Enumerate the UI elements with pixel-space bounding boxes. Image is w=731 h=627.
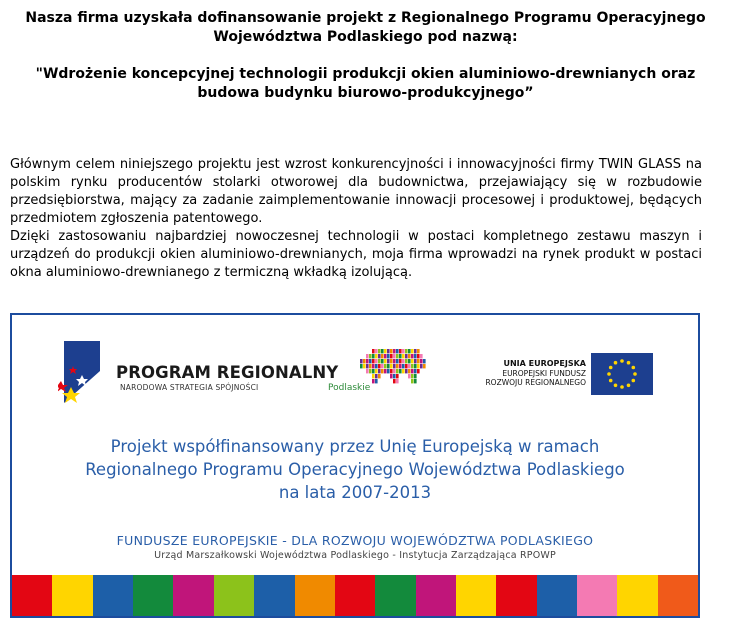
- project-title-line-1: "Wdrożenie koncepcyjnej technologii produkcji okien aluminiowo-drewnianych oraz: [35, 66, 696, 82]
- bison-mosaic-tile: [372, 374, 375, 378]
- color-strip-segment: [496, 575, 536, 616]
- bison-mosaic-tile: [417, 354, 420, 358]
- podlaskie-bison-logo-icon: [342, 345, 432, 405]
- bison-mosaic-tile: [411, 349, 414, 353]
- color-strip-segment: [295, 575, 335, 616]
- bison-mosaic-tile: [402, 354, 405, 358]
- funds-slogan: FUNDUSZE EUROPEJSKIE - DLA ROZWOJU WOJEWÓDZTWA PODLASKIEGO: [116, 533, 594, 548]
- bison-mosaic-tile: [396, 349, 399, 353]
- bison-mosaic-tile: [402, 369, 405, 373]
- bison-mosaic-tile: [414, 374, 417, 378]
- bison-mosaic-tile: [366, 354, 369, 358]
- bison-mosaic-tile: [378, 369, 381, 373]
- cofinancing-line-1: Projekt współfinansowany przez Unię Europejską w ramach: [110, 437, 600, 456]
- bison-mosaic-tile: [414, 369, 417, 373]
- bison-mosaic-tile: [399, 369, 402, 373]
- bison-mosaic-tile: [372, 369, 375, 373]
- bison-mosaic-tile: [405, 369, 408, 373]
- bison-mosaic-tile: [405, 354, 408, 358]
- bison-mosaic-tile: [384, 369, 387, 373]
- eu-star-icon: [632, 366, 636, 370]
- bison-mosaic-tile: [393, 349, 396, 353]
- color-strip-segment: [52, 575, 92, 616]
- eu-star-icon: [609, 379, 613, 383]
- bison-mosaic-tile: [390, 354, 393, 358]
- bison-mosaic-tile: [381, 349, 384, 353]
- region-label: Podlaskie: [328, 383, 371, 393]
- bison-mosaic-tile: [393, 374, 396, 378]
- bison-mosaic-tile: [387, 369, 390, 373]
- bison-mosaic-tile: [405, 359, 408, 363]
- managing-authority: Urząd Marszałkowski Województwa Podlaskiego - Instytucja Zarządzająca RPOWP: [154, 550, 556, 561]
- bison-mosaic-tile: [390, 364, 393, 368]
- color-strip-segment: [658, 575, 698, 616]
- bison-mosaic-tile: [366, 359, 369, 363]
- color-strip-segment: [375, 575, 415, 616]
- bison-mosaic-tile: [414, 364, 417, 368]
- bison-mosaic-tile: [408, 354, 411, 358]
- bison-mosaic-tile: [405, 349, 408, 353]
- bison-mosaic-tile: [417, 369, 420, 373]
- bison-mosaic-tile: [378, 354, 381, 358]
- bison-mosaic-tile: [378, 374, 381, 378]
- bison-mosaic-tile: [372, 359, 375, 363]
- bison-mosaic-tile: [411, 359, 414, 363]
- bison-mosaic-tile: [420, 354, 423, 358]
- bison-mosaic-tile: [411, 354, 414, 358]
- bison-mosaic-tile: [402, 364, 405, 368]
- bison-mosaic-tile: [363, 364, 366, 368]
- bison-mosaic-tile: [378, 364, 381, 368]
- project-title-line-2: budowa budynku biurowo-produkcyjnego”: [197, 85, 534, 101]
- bison-mosaic-tile: [405, 364, 408, 368]
- bison-mosaic-tile: [411, 379, 414, 383]
- cofinancing-line-2: Regionalnego Programu Operacyjnego Województwa Podlaskiego: [85, 460, 625, 479]
- bison-mosaic-tile: [372, 349, 375, 353]
- bison-mosaic-tile: [423, 359, 426, 363]
- eu-star-icon: [607, 372, 611, 376]
- color-strip-segment: [416, 575, 456, 616]
- bison-mosaic-tile: [369, 369, 372, 373]
- color-strip-segment: [537, 575, 577, 616]
- bison-mosaic-tile: [390, 359, 393, 363]
- bison-mosaic-tile: [408, 364, 411, 368]
- bison-mosaic-tile: [375, 379, 378, 383]
- bison-mosaic-tile: [375, 349, 378, 353]
- bison-mosaic-tile: [411, 369, 414, 373]
- bison-mosaic-tile: [360, 364, 363, 368]
- bison-mosaic-tile: [381, 369, 384, 373]
- bison-mosaic-tile: [372, 379, 375, 383]
- bison-mosaic-tile: [399, 349, 402, 353]
- eu-line-2: EUROPEJSKI FUNDUSZ: [502, 368, 586, 378]
- cofinancing-statement: [12, 435, 698, 504]
- color-strip-segment: [254, 575, 294, 616]
- color-strip-segment: [577, 575, 617, 616]
- eu-flag-icon: [591, 353, 653, 395]
- bison-mosaic-tile: [417, 359, 420, 363]
- description-paragraph-2: Dzięki zastosowaniu najbardziej nowoczesnej technologii w postaci kompletnego zestawu maszyn i urządzeń do produkcji okien aluminiowo-drewnianych, moja firma wprowadzi na rynek produkt w postaci okna aluminiowo-drewnianego z termiczną wkładką izolującą.: [10, 229, 702, 280]
- bison-mosaic-tile: [402, 349, 405, 353]
- bison-mosaic-tile: [396, 369, 399, 373]
- color-strip-segment: [456, 575, 496, 616]
- color-strip-segment: [12, 575, 52, 616]
- bison-mosaic-tile: [417, 364, 420, 368]
- bison-mosaic-tile: [393, 369, 396, 373]
- eu-line-3: ROZWOJU REGIONALNEGO: [485, 378, 586, 387]
- bison-mosaic-tile: [399, 364, 402, 368]
- bison-mosaic-tile: [423, 364, 426, 368]
- color-strip-segment: [335, 575, 375, 616]
- bison-mosaic-tile: [378, 359, 381, 363]
- bison-mosaic-tile: [369, 359, 372, 363]
- eu-star-icon: [633, 372, 637, 376]
- bison-mosaic-tile: [375, 354, 378, 358]
- bison-mosaic-tile: [384, 364, 387, 368]
- color-strip-segment: [173, 575, 213, 616]
- program-title: PROGRAM REGIONALNY: [116, 363, 339, 382]
- project-title: [0, 65, 731, 103]
- eu-star-icon: [632, 379, 636, 383]
- eu-line-1: UNIA EUROPEJSKA: [503, 359, 586, 368]
- bison-mosaic-tile: [396, 374, 399, 378]
- cofinancing-line-3: na lata 2007-2013: [278, 483, 432, 502]
- description-paragraph-1: Głównym celem niniejszego projektu jest wzrost konkurencyjności i innowacyjności firmy TWIN GLASS na polskim rynku producentów stolarki otworowej dla budownictwa, przejawiający się w rozbudowie przedsiębiorstwa, mający za zadanie zaimplementowanie innowacji procesowej i produktowej, będących przedmiotem zgłoszenia patentowego.: [10, 157, 702, 226]
- bison-mosaic-tile: [408, 369, 411, 373]
- eu-star-icon: [627, 361, 631, 365]
- bison-mosaic-tile: [381, 364, 384, 368]
- bison-mosaic-tile: [408, 349, 411, 353]
- program-regionalny-logo-icon: [58, 341, 108, 407]
- color-strip-segment: [617, 575, 657, 616]
- bison-mosaic-tile: [387, 349, 390, 353]
- heading-line-1: Nasza firma uzyskała dofinansowanie projekt z Regionalnego Programu Operacyjnego: [25, 10, 706, 26]
- bison-mosaic-tile: [393, 364, 396, 368]
- bison-mosaic-tile: [399, 354, 402, 358]
- bison-mosaic-tile: [390, 349, 393, 353]
- bison-mosaic-tile: [375, 369, 378, 373]
- bison-mosaic-tile: [396, 364, 399, 368]
- bison-mosaic-tile: [417, 349, 420, 353]
- bison-mosaic-tile: [372, 364, 375, 368]
- bison-mosaic-tile: [381, 354, 384, 358]
- bison-mosaic-tile: [411, 374, 414, 378]
- bison-mosaic-tile: [408, 359, 411, 363]
- bison-mosaic-tile: [375, 359, 378, 363]
- bison-mosaic-tile: [363, 359, 366, 363]
- bison-mosaic-tile: [396, 354, 399, 358]
- eu-funding-banner: [10, 313, 700, 618]
- bison-mosaic-tile: [387, 364, 390, 368]
- bison-mosaic-tile: [396, 359, 399, 363]
- bison-mosaic-tile: [372, 354, 375, 358]
- bison-mosaic-tile: [369, 354, 372, 358]
- bison-mosaic-tile: [411, 364, 414, 368]
- eu-star-icon: [614, 384, 618, 388]
- eu-star-icon: [609, 366, 613, 370]
- bison-mosaic-tile: [387, 354, 390, 358]
- color-strip-segment: [133, 575, 173, 616]
- heading-top: [0, 9, 731, 47]
- color-strip: [12, 575, 698, 616]
- bison-mosaic-tile: [390, 369, 393, 373]
- bison-mosaic-tile: [390, 374, 393, 378]
- bison-mosaic-tile: [420, 359, 423, 363]
- bison-mosaic-tile: [393, 379, 396, 383]
- color-strip-segment: [214, 575, 254, 616]
- bison-mosaic-tile: [366, 364, 369, 368]
- bison-mosaic-tile: [384, 354, 387, 358]
- eu-star-icon: [627, 384, 631, 388]
- bison-mosaic-tile: [399, 359, 402, 363]
- bison-mosaic-tile: [414, 349, 417, 353]
- eu-label: [485, 359, 586, 388]
- bison-mosaic-tile: [378, 349, 381, 353]
- bison-mosaic-tile: [369, 364, 372, 368]
- eu-star-icon: [620, 385, 624, 389]
- eu-star-icon: [614, 361, 618, 365]
- bison-mosaic-tile: [408, 374, 411, 378]
- bison-mosaic-tile: [414, 359, 417, 363]
- bison-mosaic-tile: [414, 379, 417, 383]
- bison-mosaic-tile: [375, 364, 378, 368]
- color-strip-segment: [93, 575, 133, 616]
- bison-mosaic-tile: [384, 349, 387, 353]
- description: [10, 156, 702, 282]
- program-subtitle: NARODOWA STRATEGIA SPÓJNOŚCI: [120, 383, 259, 392]
- bison-mosaic-tile: [384, 359, 387, 363]
- bison-mosaic-tile: [387, 359, 390, 363]
- bison-mosaic-tile: [381, 359, 384, 363]
- bison-mosaic-tile: [393, 359, 396, 363]
- bison-mosaic-tile: [402, 359, 405, 363]
- bison-mosaic-tile: [375, 374, 378, 378]
- bison-mosaic-tile: [420, 364, 423, 368]
- bison-mosaic-tile: [396, 379, 399, 383]
- eu-star-icon: [620, 359, 624, 363]
- bison-mosaic-tile: [414, 354, 417, 358]
- bison-mosaic-tile: [393, 354, 396, 358]
- bison-mosaic-tile: [366, 369, 369, 373]
- bison-mosaic-tile: [360, 359, 363, 363]
- heading-line-2: Województwa Podlaskiego pod nazwą:: [213, 29, 518, 45]
